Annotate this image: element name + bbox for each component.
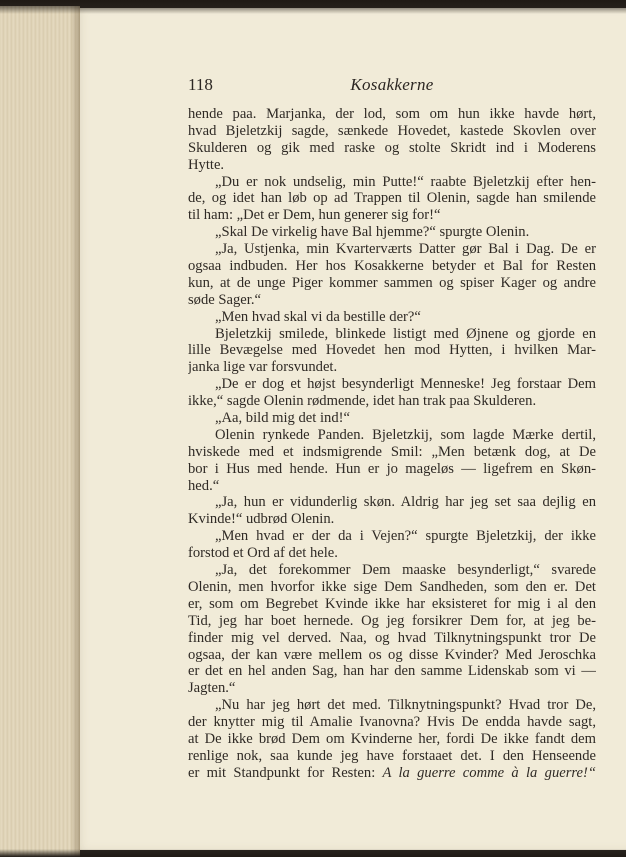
body-text	[188, 106, 596, 782]
text-line: at De ikke brød Dem om Kvinderne her, fordi De ikke fandt dem	[188, 730, 596, 747]
text-line: der knytter mig til Amalie Ivanovna? Hvis De endda havde sagt,	[188, 714, 596, 731]
text-line: de, og idet han løb op ad Trappen til Olenin, sagde han smilende	[188, 190, 596, 207]
text-line: kun, at de unge Piger kommer sammen og spiser Kager og andre	[188, 274, 596, 291]
text-line: hvad Bjeletzkij sagde, sænkede Hovedet, kastede Skovlen over	[188, 122, 596, 139]
text-line: „Aa, bild mig det ind!“	[215, 410, 350, 427]
text-line: hende paa. Marjanka, der lod, som om hun ikke havde hørt,	[188, 106, 596, 122]
text-line: janka lige var forsvundet.	[188, 359, 338, 376]
text-line: bor i Hus med hende. Hun er jo mageløs — ligefrem en Skøn-	[188, 460, 596, 477]
text-line: „Du er nok undselig, min Putte!“ raabte Bjeletzkij efter hen-	[215, 173, 596, 190]
text-line: „Skal De virkelig have Bal hjemme?“ spurgte Olenin.	[215, 224, 530, 241]
text-line: er det en hel anden Sag, han har den samme Lidenskab som vi —	[188, 663, 596, 680]
text-line: „Men hvad er der da i Vejen?“ spurgte Bjeletzkij, der ikke	[215, 528, 596, 545]
text-line: ikke,“ sagde Olenin rødmende, idet han trak paa Skulderen.	[188, 393, 537, 410]
text-line: hviskede med et indsmigrende Smil: „Men betænk dog, at De	[188, 443, 596, 460]
text-line: Olenin rynkede Panden. Bjeletzkij, som lagde Mærke dertil,	[215, 426, 596, 443]
last-text-line	[188, 765, 596, 782]
text-line: er, som om Begrebet Kvinde ikke har eksisteret for mig i al den	[188, 595, 596, 612]
running-title: Kosakkerne	[350, 75, 434, 94]
text-line: finder mig vel derved. Naa, og hvad Tilknytningspunkt tror De	[188, 629, 596, 646]
text-line: lille Bevægelse med Hovedet hen mod Hytten, i hvilken Mar-	[188, 342, 596, 359]
text-line: „Ja, hun er vidunderlig skøn. Aldrig har jeg set saa dejlig en	[215, 494, 596, 511]
text-line: Jagten.“	[188, 680, 236, 697]
text-line: Olenin, men hvorfor ikke sige Dem Sandheden, som den er. Det	[188, 578, 596, 595]
text-line: „Ja, Ustjenka, min Kvarterværts Datter gør Bal i Dag. De er	[215, 241, 596, 258]
text-line: ogsaa indbuden. Her hos Kosakkerne betyder et Bal for Resten	[188, 258, 596, 275]
running-head	[188, 73, 596, 97]
bottom-edge-shadow	[0, 849, 626, 857]
text-line: „De er dog et højst besynderligt Menneske! Jeg forstaar Dem	[215, 376, 596, 393]
text-line: Bjeletzkij smilede, blinkede listigt med Øjnene og gjorde en	[215, 325, 596, 342]
text-line: „Nu har jeg hørt det med. Tilknytningspunkt? Hvad tror De,	[215, 697, 596, 714]
text-line: søde Sager.“	[188, 291, 261, 308]
text-line: Hytte.	[188, 156, 225, 173]
top-edge-shadow	[0, 0, 626, 14]
french-quote: A la guerre comme à la guerre!“	[382, 764, 596, 781]
text-line: ogsaa, der kan være mellem os og disse Kvinder? Med Jeroschka	[188, 646, 596, 663]
text-line: hed.“	[188, 477, 220, 494]
text-line-fragment: er mit Standpunkt for Resten:	[188, 764, 383, 781]
text-line: Tid, jeg har boet hernede. Og jeg forsikrer Dem for, at jeg be-	[188, 612, 596, 629]
text-line: „Ja, det forekommer Dem maaske besynderligt,“ svarede	[215, 562, 596, 579]
text-line: „Men hvad skal vi da bestille der?“	[215, 308, 421, 325]
text-line: forstod et Ord af det hele.	[188, 545, 338, 562]
text-line: Kvinde!“ udbrød Olenin.	[188, 511, 335, 528]
text-line: til ham: „Det er Dem, hun generer sig for!“	[188, 207, 441, 224]
page-number: 118	[188, 75, 213, 94]
text-line: Skulderen og gik med raske og stolte Skridt ind i Moderens	[188, 139, 596, 156]
text-line: renlige nok, saa kunde jeg have forstaaet det. I den Henseende	[188, 747, 596, 764]
page-edges	[0, 6, 80, 857]
